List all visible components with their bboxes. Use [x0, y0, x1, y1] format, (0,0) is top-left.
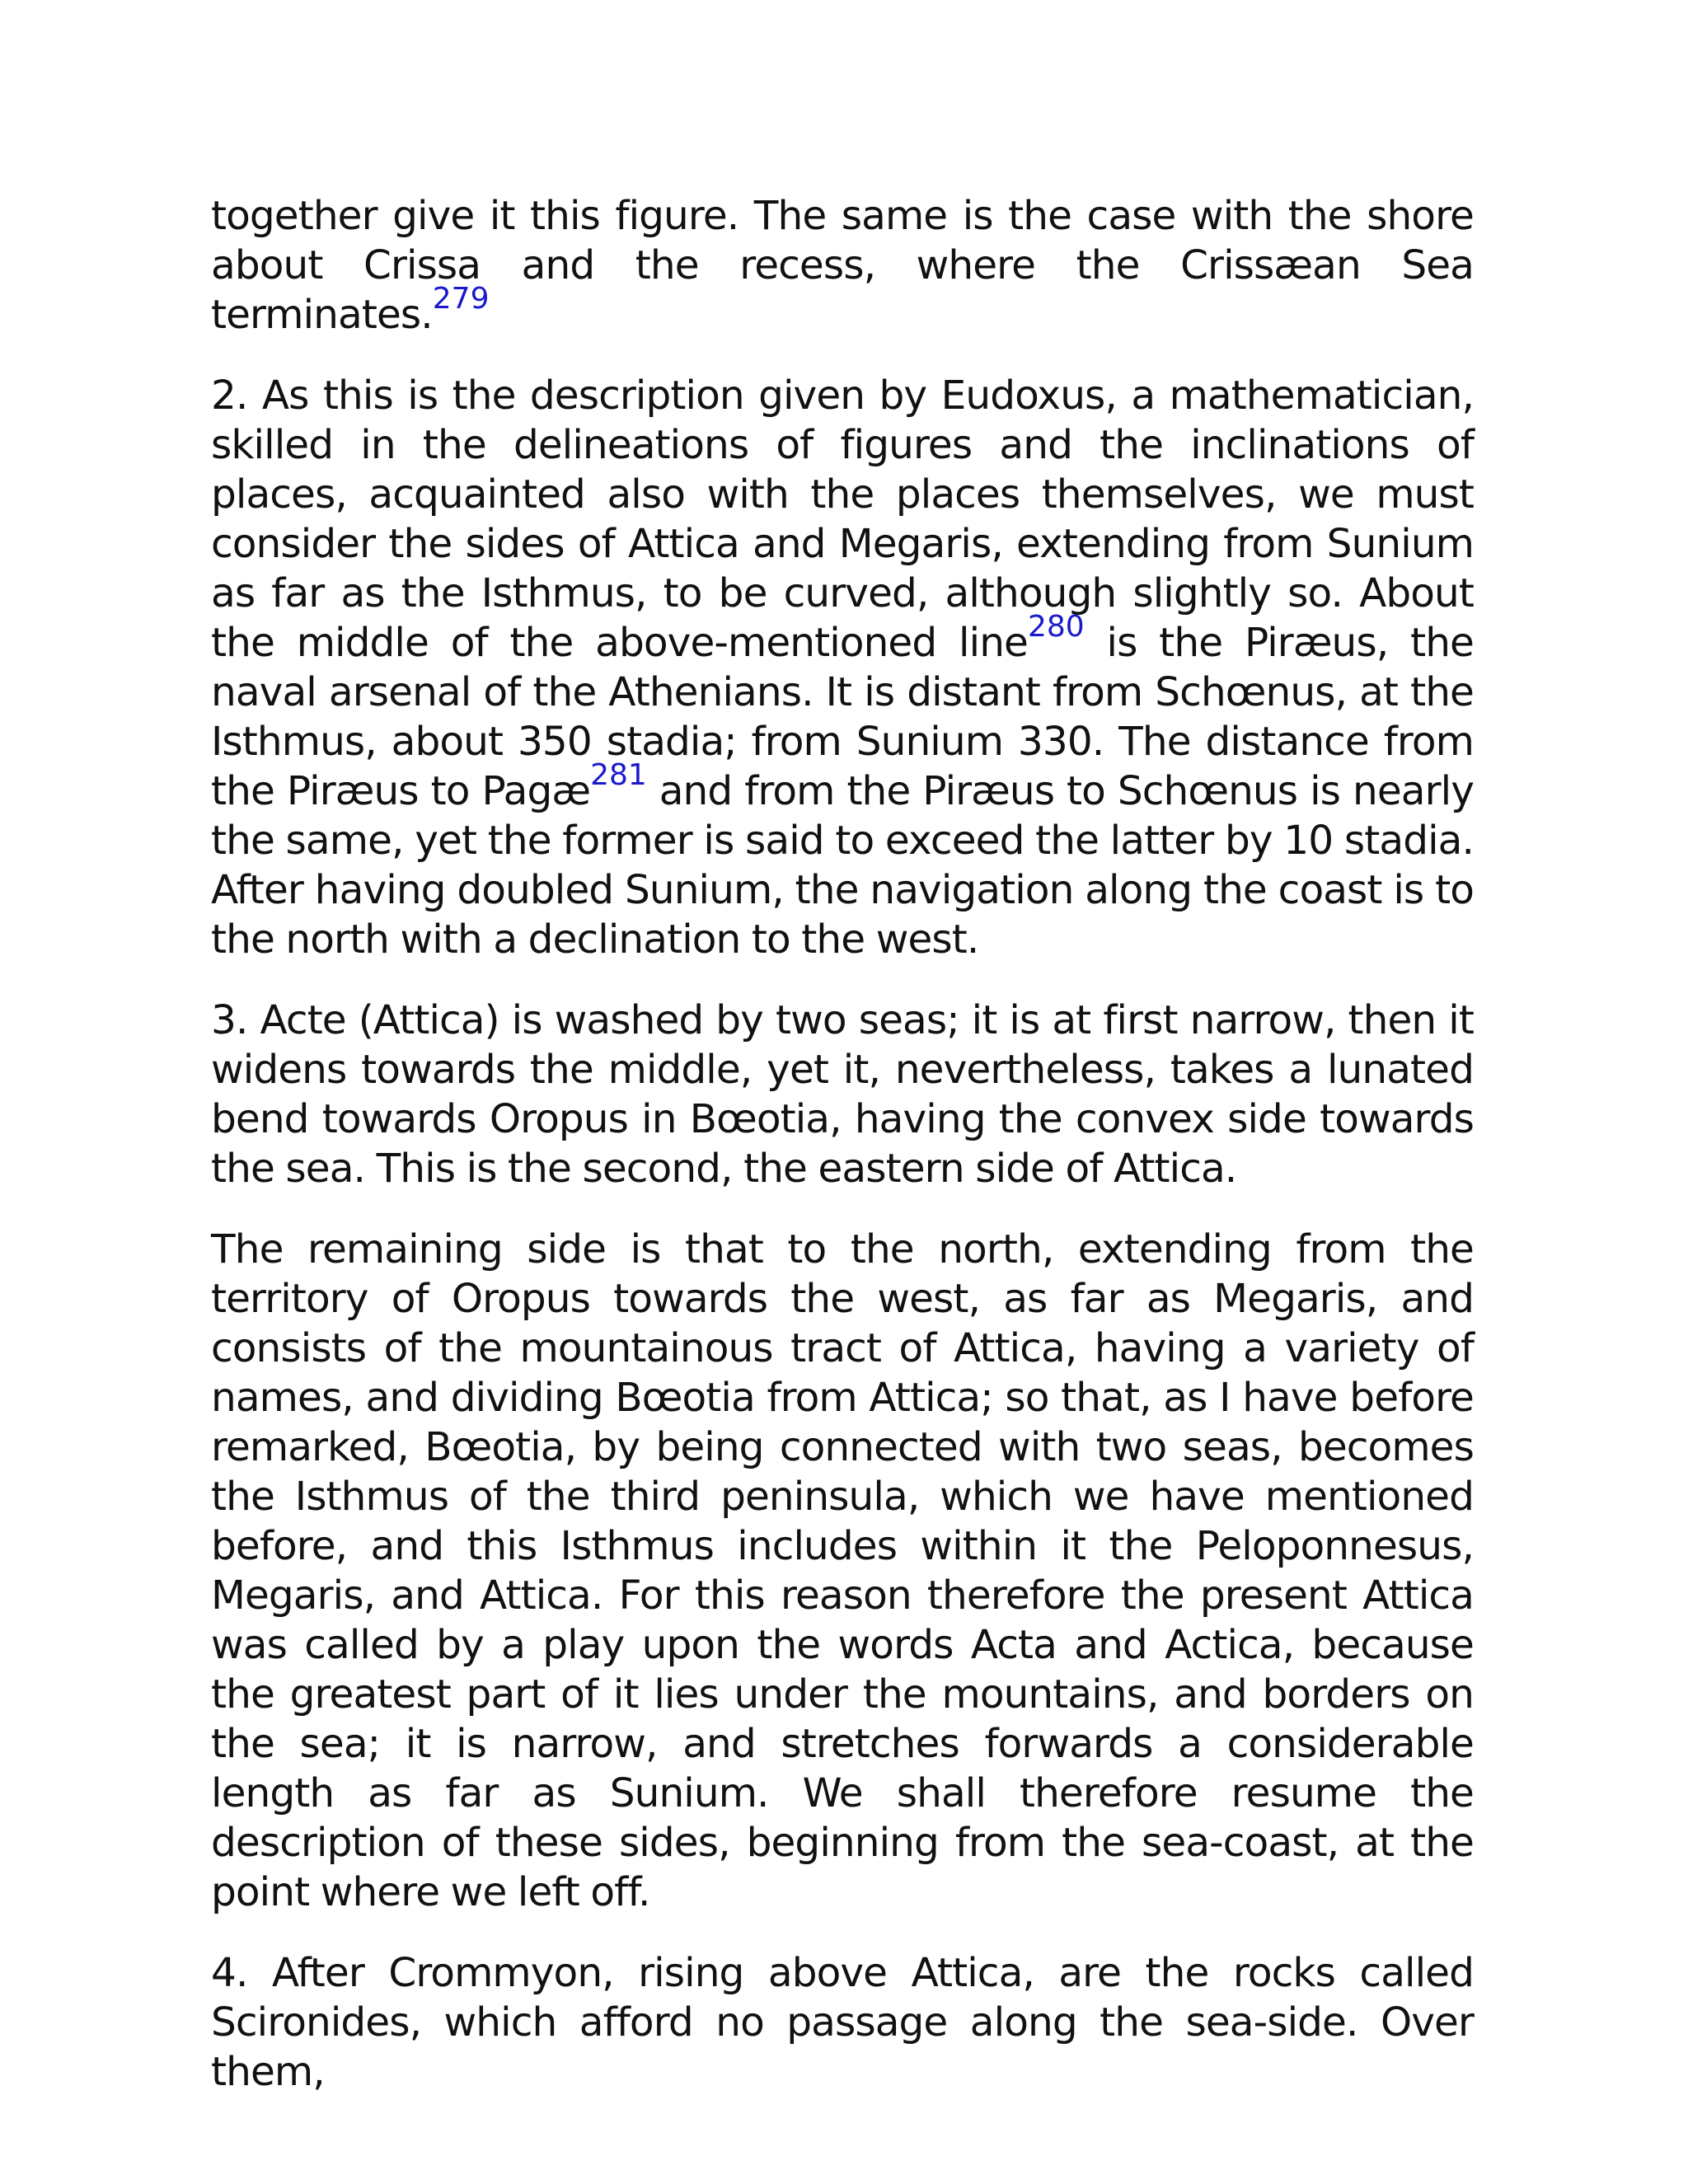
paragraph-text: 3. Acte (Attica) is washed by two seas; it is at first narrow, then it widens towards the middle, yet it, nevertheless, takes a lunated bend towards Oropus in Bœotia, having the convex side towards the sea. This is the second, the eastern side of Attica. — [211, 997, 1474, 1192]
footnote-link-279[interactable]: 279 — [432, 282, 490, 316]
paragraph-5 — [211, 1948, 1474, 2097]
paragraph-text: 4. After Crommyon, rising above Attica, are the rocks called Scironides, which afford no passage along the sea-side. Over them, — [211, 1950, 1474, 2095]
footnote-link-281[interactable]: 281 — [590, 758, 647, 792]
paragraph-3 — [211, 996, 1474, 1193]
paragraph-text: and from the Piræus to Schœnus is nearly the same, yet the former is said to exceed the latter by 10 stadia. After having doubled Sunium, the navigation along the coast is to the north with a declination to the west. — [211, 768, 1474, 963]
document-page — [211, 191, 1474, 2128]
paragraph-text: is the Piræus, the naval arsenal of the Athenians. It is distant from Schœnus, at the Isthmus, about 350 stadia; from Sunium 330. The distance from the Piræus to Pagæ — [211, 620, 1474, 814]
paragraph-2 — [211, 371, 1474, 964]
paragraph-1 — [211, 191, 1474, 340]
paragraph-text: together give it this figure. The same is the case with the shore about Crissa and the recess, where the Crissæan Sea terminates. — [211, 193, 1474, 338]
footnote-link-280[interactable]: 280 — [1027, 610, 1085, 644]
paragraph-text: The remaining side is that to the north, extending from the territory of Oropus towards the west, as far as Megaris, and consists of the mountainous tract of Attica, having a variety of names, and dividing Bœotia from Attica; so that, as I have before remarked, Bœotia, by being connected with two seas, becomes the Isthmus of the third peninsula, which we have mentioned before, and this Isthmus includes within it the Peloponnesus, Megaris, and Attica. For this reason therefore the present Attica was called by a play upon the words Acta and Actica, because the greatest part of it lies under the mountains, and borders on the sea; it is narrow, and stretches forwards a considerable length as far as Sunium. We shall therefore resume the description of these sides, beginning from the sea-coast, at the point where we left off. — [211, 1226, 1474, 1915]
paragraph-4 — [211, 1225, 1474, 1917]
paragraph-text: 2. As this is the description given by Eudoxus, a mathematician, skilled in the delineations of figures and the inclinations of places, acquainted also with the places themselves, we must consider the sides of Attica and Megaris, extending from Sunium as far as the Isthmus, to be curved, although slightly so. About the middle of the above-mentioned line — [211, 373, 1474, 666]
